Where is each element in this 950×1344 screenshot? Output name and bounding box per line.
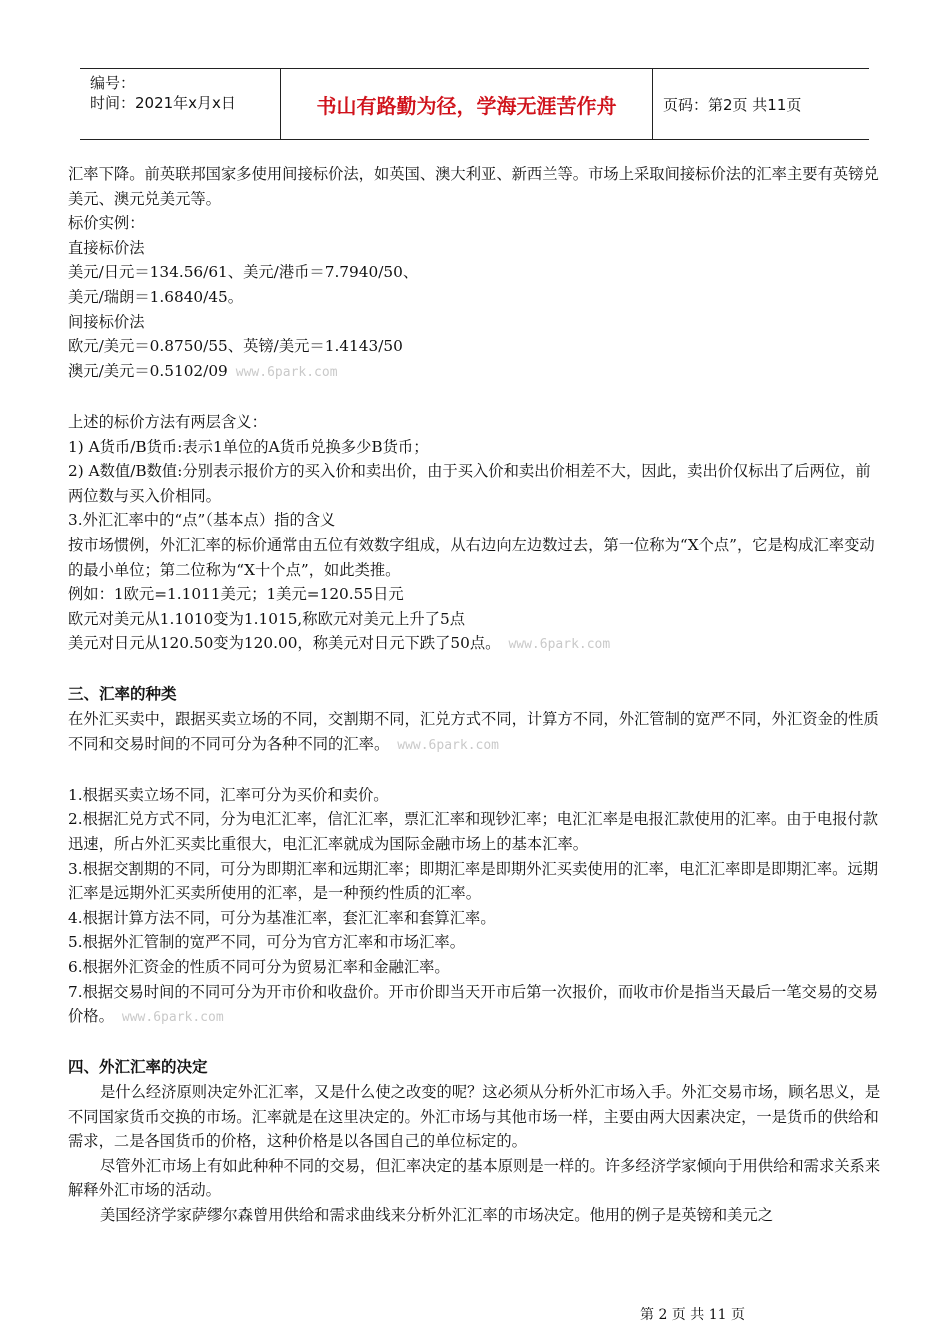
paragraph: 例如：1欧元=1.1011美元；1美元=120.55日元: [68, 585, 404, 604]
paragraph: 1.根据买卖立场不同，汇率可分为买价和卖价。: [68, 785, 389, 804]
watermark-text: www.6park.com: [508, 637, 611, 653]
paragraph: 标价实例：: [68, 214, 145, 233]
document-body: [68, 162, 883, 1228]
paragraph-with-watermark: [68, 980, 883, 1031]
section-heading: 四、外汇汇率的决定: [68, 1058, 208, 1077]
section-heading: 三、汇率的种类: [68, 685, 177, 704]
paragraph: 直接标价法: [68, 238, 145, 257]
watermark-text: www.6park.com: [397, 737, 499, 753]
paragraph: 按市场惯例，外汇汇率的标价通常由五位有效数字组成，从右边向左边数过去，第一位称为“X个点”，它是构成汇率变动的最小单位；第二位称为“X十个点”，如此类推。: [68, 535, 875, 579]
paragraph-text: 7.根据交易时间的不同可分为开市价和收盘价。开市价即当天开市后第一次报价，而收市价是指当天最后一笔交易的交易价格。: [68, 982, 879, 1026]
paragraph-with-watermark: [68, 707, 883, 758]
paragraph: 4.根据计算方法不同，可分为基准汇率，套汇汇率和套算汇率。: [68, 908, 496, 927]
paragraph: 是什么经济原则决定外汇汇率，又是什么使之改变的呢？这必须从分析外汇市场入手。外汇交易市场，顾名思义，是不同国家货币交换的市场。汇率就是在这里决定的。外汇市场与其他市场一样，主要由两大因素决定，一是货币的供给和需求，二是各国货币的价格，这种价格是以各国自己的单位标定的。: [68, 1082, 881, 1151]
paragraph: 欧元/美元＝0.8750/55、英镑/美元＝1.4143/50: [68, 337, 403, 356]
paragraph: 美元/瑞朗＝1.6840/45。: [68, 287, 244, 306]
paragraph: 间接标价法: [68, 312, 145, 331]
paragraph: 尽管外汇市场上有如此种种不同的交易，但汇率决定的基本原则是一样的。许多经济学家倾向于用供给和需求关系来解释外汇市场的活动。: [68, 1156, 881, 1200]
watermark-text: www.6park.com: [121, 1010, 224, 1026]
header-meta: [80, 69, 281, 139]
paragraph: 3.外汇汇率中的“点”（基本点）指的含义: [68, 511, 336, 530]
paragraph-with-watermark: [68, 359, 883, 386]
number-label: 编号：: [90, 74, 136, 92]
watermark-text: www.6park.com: [235, 364, 338, 380]
header-motto: 书山有路勤为径，学海无涯苦作舟: [281, 69, 653, 139]
paragraph-text: 澳元/美元＝0.5102/09: [68, 361, 228, 380]
paragraph: 美元/日元＝134.56/61、美元/港币＝7.7940/50、: [68, 263, 419, 282]
paragraph: 2.根据汇兑方式不同，分为电汇汇率，信汇汇率，票汇汇率和现钞汇率；电汇汇率是电报汇款使用的汇率。由于电报付款迅速，所占外汇买卖比重很大，电汇汇率就成为国际金融市场上的基本汇率。: [68, 810, 879, 854]
paragraph: 美国经济学家萨缪尔森曾用供给和需求曲线来分析外汇汇率的市场决定。他用的例子是英镑和美元之: [100, 1205, 774, 1224]
paragraph: 上述的标价方法有两层含义：: [68, 412, 267, 431]
paragraph: 欧元对美元从1.1010变为1.1015,称欧元对美元上升了5点: [68, 609, 465, 628]
paragraph: 3.根据交割期的不同，可分为即期汇率和远期汇率；即期汇率是即期外汇买卖使用的汇率，电汇汇率即是即期汇率。远期汇率是远期外汇买卖所使用的汇率，是一种预约性质的汇率。: [68, 859, 879, 903]
paragraph: 2) A数值/B数值:分别表示报价方的买入价和卖出价，由于买入价和卖出价相差不大，因此，卖出价仅标出了后两位，前两位数与买入价相同。: [68, 462, 871, 505]
paragraph: 1) A货币/B货币:表示1单位的A货币兑换多少B货币；: [68, 437, 429, 456]
paragraph: 5.根据外汇管制的宽严不同，可分为官方汇率和市场汇率。: [68, 933, 466, 952]
header-page-code: 页码：第2页 共11页: [663, 95, 802, 114]
page-header: [80, 68, 869, 140]
paragraph-with-watermark: [68, 631, 883, 658]
paragraph-text: 美元对日元从120.50变为120.00，称美元对日元下跌了50点。: [68, 634, 501, 653]
paragraph: 汇率下降。前英联邦国家多使用间接标价法，如英国、澳大利亚、新西兰等。市场上采取间接标价法的汇率主要有英镑兑美元、澳元兑美元等。: [68, 165, 879, 208]
page-footer: 第 2 页 共 11 页: [640, 1307, 745, 1323]
time-label: 时间：2021年x月x日: [90, 94, 236, 112]
paragraph-text: 在外汇买卖中，跟据买卖立场的不同，交割期不同，汇兑方式不同，计算方不同，外汇管制的宽严不同，外汇资金的性质不同和交易时间的不同可分为各种不同的汇率。: [68, 710, 879, 753]
paragraph: 6.根据外汇资金的性质不同可分为贸易汇率和金融汇率。: [68, 958, 450, 976]
